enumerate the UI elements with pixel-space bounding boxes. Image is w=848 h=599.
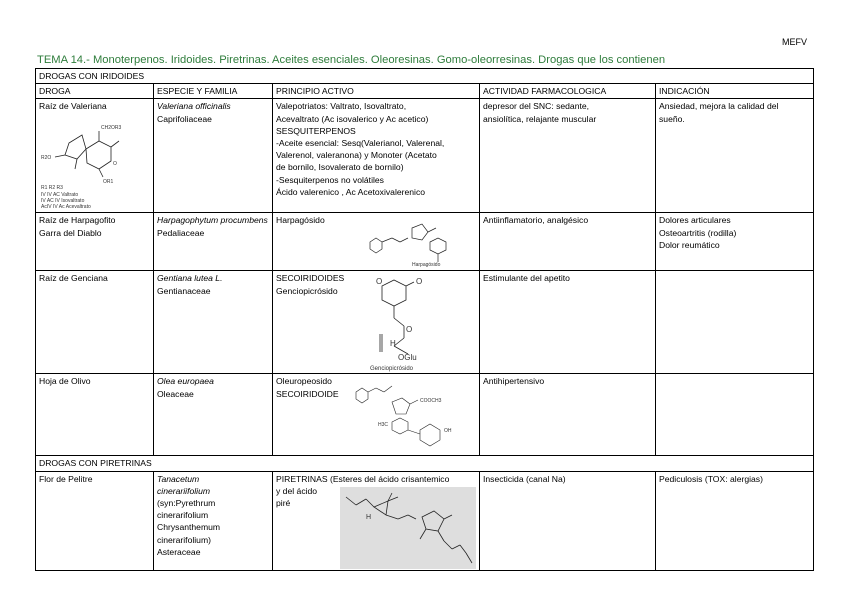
cell-actividad: [480, 374, 656, 456]
species-line: cinerariifolium: [157, 485, 211, 496]
principio-line: SECOIRIDOIDES: [276, 273, 345, 284]
cell-indicacion: [656, 99, 814, 213]
gentiopicroside-label-oglu: OGlu: [398, 353, 417, 363]
table-row-genciana: [36, 271, 814, 374]
indicacion-line: Dolor reumático: [659, 239, 720, 250]
cell-principio: [273, 374, 480, 456]
valepotriate-table-header: R1 R2 R3: [41, 184, 63, 191]
family-line: Asteraceae: [157, 546, 201, 557]
oleuropein-label-cooch3: COOCH3: [420, 398, 442, 405]
principio-line: de bornilo, Isovalerato de bornilo): [276, 162, 404, 173]
column-header-especie: ESPECIE Y FAMILIA: [154, 84, 273, 99]
principio-line: piré: [276, 498, 291, 509]
family-name: Gentianaceae: [157, 285, 211, 296]
cell-indicacion: [656, 374, 814, 456]
cell-droga: [36, 271, 154, 374]
cell-droga: [36, 213, 154, 271]
section-row-iridoides: [36, 69, 814, 84]
cell-especie: [154, 471, 273, 570]
family-line: (syn:Pyrethrum: [157, 498, 216, 509]
cell-actividad: [480, 471, 656, 570]
indicacion-line: sueño.: [659, 113, 685, 124]
principio-line: PIRETRINAS (Esteres del ácido crisantemico: [276, 473, 450, 484]
section-label-iridoides: DROGAS CON IRIDOIDES: [36, 69, 814, 84]
actividad-line: Estimulante del apetito: [483, 273, 570, 284]
valepotriate-label-ch2or3: CH2OR3: [101, 124, 122, 131]
species-name: Gentiana lutea L.: [157, 273, 223, 284]
cell-principio: [273, 471, 480, 570]
column-header-principio: PRINCIPIO ACTIVO: [273, 84, 480, 99]
principio-line: Genciopicrósido: [276, 285, 338, 296]
column-header-droga: DROGA: [36, 84, 154, 99]
cell-principio: [273, 99, 480, 213]
cell-especie: [154, 374, 273, 456]
principio-line: Ácido valerenico , Ac Acetoxivalerenico: [276, 186, 426, 197]
droga-line: Garra del Diablo: [39, 227, 102, 238]
table-row-olivo: [36, 374, 814, 456]
actividad-line: Insecticida (canal Na): [483, 473, 566, 484]
valepotriate-label-r2o: R2O: [41, 154, 52, 161]
oleuropein-structure-image: [352, 374, 464, 454]
cell-especie: [154, 271, 273, 374]
document-code: MEFV: [782, 37, 808, 47]
oleuropein-label-oh: OH: [444, 428, 452, 435]
table-row-pelitre: [36, 471, 814, 570]
gentiopicroside-label-h: H: [390, 339, 396, 349]
valepotriate-label-o: O: [113, 160, 117, 167]
cell-actividad: [480, 271, 656, 374]
principio-line: Valerenol, valeranona) y Monoter (Acetato: [276, 150, 437, 161]
drugs-table: [35, 68, 814, 571]
family-line: cinerarifolium: [157, 510, 209, 521]
page-title: TEMA 14.- Monoterpenos. Iridoides. Piretrinas. Aceites esenciales. Oleoresinas. Gomo-oleorresinas. Drogas que los contienen: [37, 54, 666, 66]
valepotriate-table-row: IV IV AC Valtrato: [41, 191, 79, 198]
family-line: Chrysanthemum: [157, 522, 221, 533]
actividad-line: Antihipertensivo: [483, 376, 545, 387]
cell-principio: [273, 271, 480, 374]
cell-droga: [36, 471, 154, 570]
section-row-piretrinas: [36, 456, 814, 471]
oleuropein-label-h3c: H3C: [378, 422, 389, 429]
principio-line: Acevaltrato (Ac isovalerico y Ac acetico): [276, 113, 429, 124]
actividad-line: ansiolítica, relajante muscular: [483, 113, 597, 124]
valepotriate-structure-image: [39, 113, 149, 211]
pyrethrin-label-h: H: [366, 513, 372, 521]
cell-especie: [154, 99, 273, 213]
valepotriate-label-or1: OR1: [103, 178, 114, 185]
indicacion-line: Pediculosis (TOX: alergias): [659, 473, 763, 484]
indicacion-line: Osteoartritis (rodilla): [659, 227, 737, 238]
species-name: Harpagophytum procumbens: [157, 215, 268, 226]
table-row-harpagofito: [36, 213, 814, 271]
cell-indicacion: [656, 271, 814, 374]
gentiopicroside-label-o3: O: [406, 325, 413, 335]
principio-line: -Aceite esencial: Sesq(Valerianol, Valerenal,: [276, 138, 445, 149]
gentiopicroside-structure-image: [368, 272, 446, 372]
gentiopicroside-label-o1: O: [376, 277, 383, 287]
droga-name: Raíz de Valeriana: [39, 101, 107, 112]
principio-line: y del ácido: [276, 485, 318, 496]
header-row: [36, 84, 814, 99]
droga-name: Raíz de Genciana: [39, 273, 108, 284]
actividad-line: Antiinflamatorio, analgésico: [483, 215, 589, 226]
family-name: Oleaceae: [157, 388, 194, 399]
actividad-line: depresor del SNC: sedante,: [483, 101, 590, 112]
family-name: Caprifoliaceae: [157, 113, 212, 124]
section-label-piretrinas: DROGAS CON PIRETRINAS: [36, 456, 814, 471]
gentiopicroside-caption: Genciopicrósido: [370, 366, 414, 373]
cell-especie: [154, 213, 273, 271]
species-name: Olea europaea: [157, 376, 214, 387]
gentiopicroside-label-o2: O: [416, 277, 423, 287]
harpagoside-structure-image: [366, 214, 474, 269]
species-name: Valeriana officinalis: [157, 101, 231, 112]
principio-line: Harpagósido: [276, 215, 325, 226]
principio-line: -Sesquiterpenos no volátiles: [276, 174, 384, 185]
principio-line: Oleuropeosido: [276, 376, 332, 387]
principio-line: SECOIRIDOIDE: [276, 388, 339, 399]
pyrethrin-structure-image: [340, 487, 476, 569]
column-header-indicacion: INDICACIÓN: [656, 84, 814, 99]
cell-droga: [36, 374, 154, 456]
table-row-valeriana: [36, 99, 814, 213]
valepotriate-table-row: IV AC IV Isovaltrato: [41, 197, 85, 204]
column-header-actividad: ACTIVIDAD FARMACOLOGICA: [480, 84, 656, 99]
harpagoside-caption: Harpagósido: [412, 262, 441, 269]
cell-principio: [273, 213, 480, 271]
cell-indicacion: [656, 471, 814, 570]
principio-line: SESQUITERPENOS: [276, 125, 356, 136]
cell-indicacion: [656, 213, 814, 271]
principio-line: Valepotriatos: Valtrato, Isovaltrato,: [276, 101, 407, 112]
species-line: Tanacetum: [157, 473, 200, 484]
indicacion-line: Ansiedad, mejora la calidad del: [659, 101, 779, 112]
droga-line: Raíz de Harpagofito: [39, 215, 116, 226]
droga-name: Hoja de Olivo: [39, 376, 91, 387]
cell-actividad: [480, 99, 656, 213]
droga-name: Flor de Pelitre: [39, 473, 93, 484]
indicacion-line: Dolores articulares: [659, 215, 731, 226]
valepotriate-table-row: AcIV IV Ac Acevaltrato: [41, 203, 91, 210]
family-name: Pedaliaceae: [157, 227, 205, 238]
cell-actividad: [480, 213, 656, 271]
family-line: cinerarifolium): [157, 534, 211, 545]
cell-droga: [36, 99, 154, 213]
